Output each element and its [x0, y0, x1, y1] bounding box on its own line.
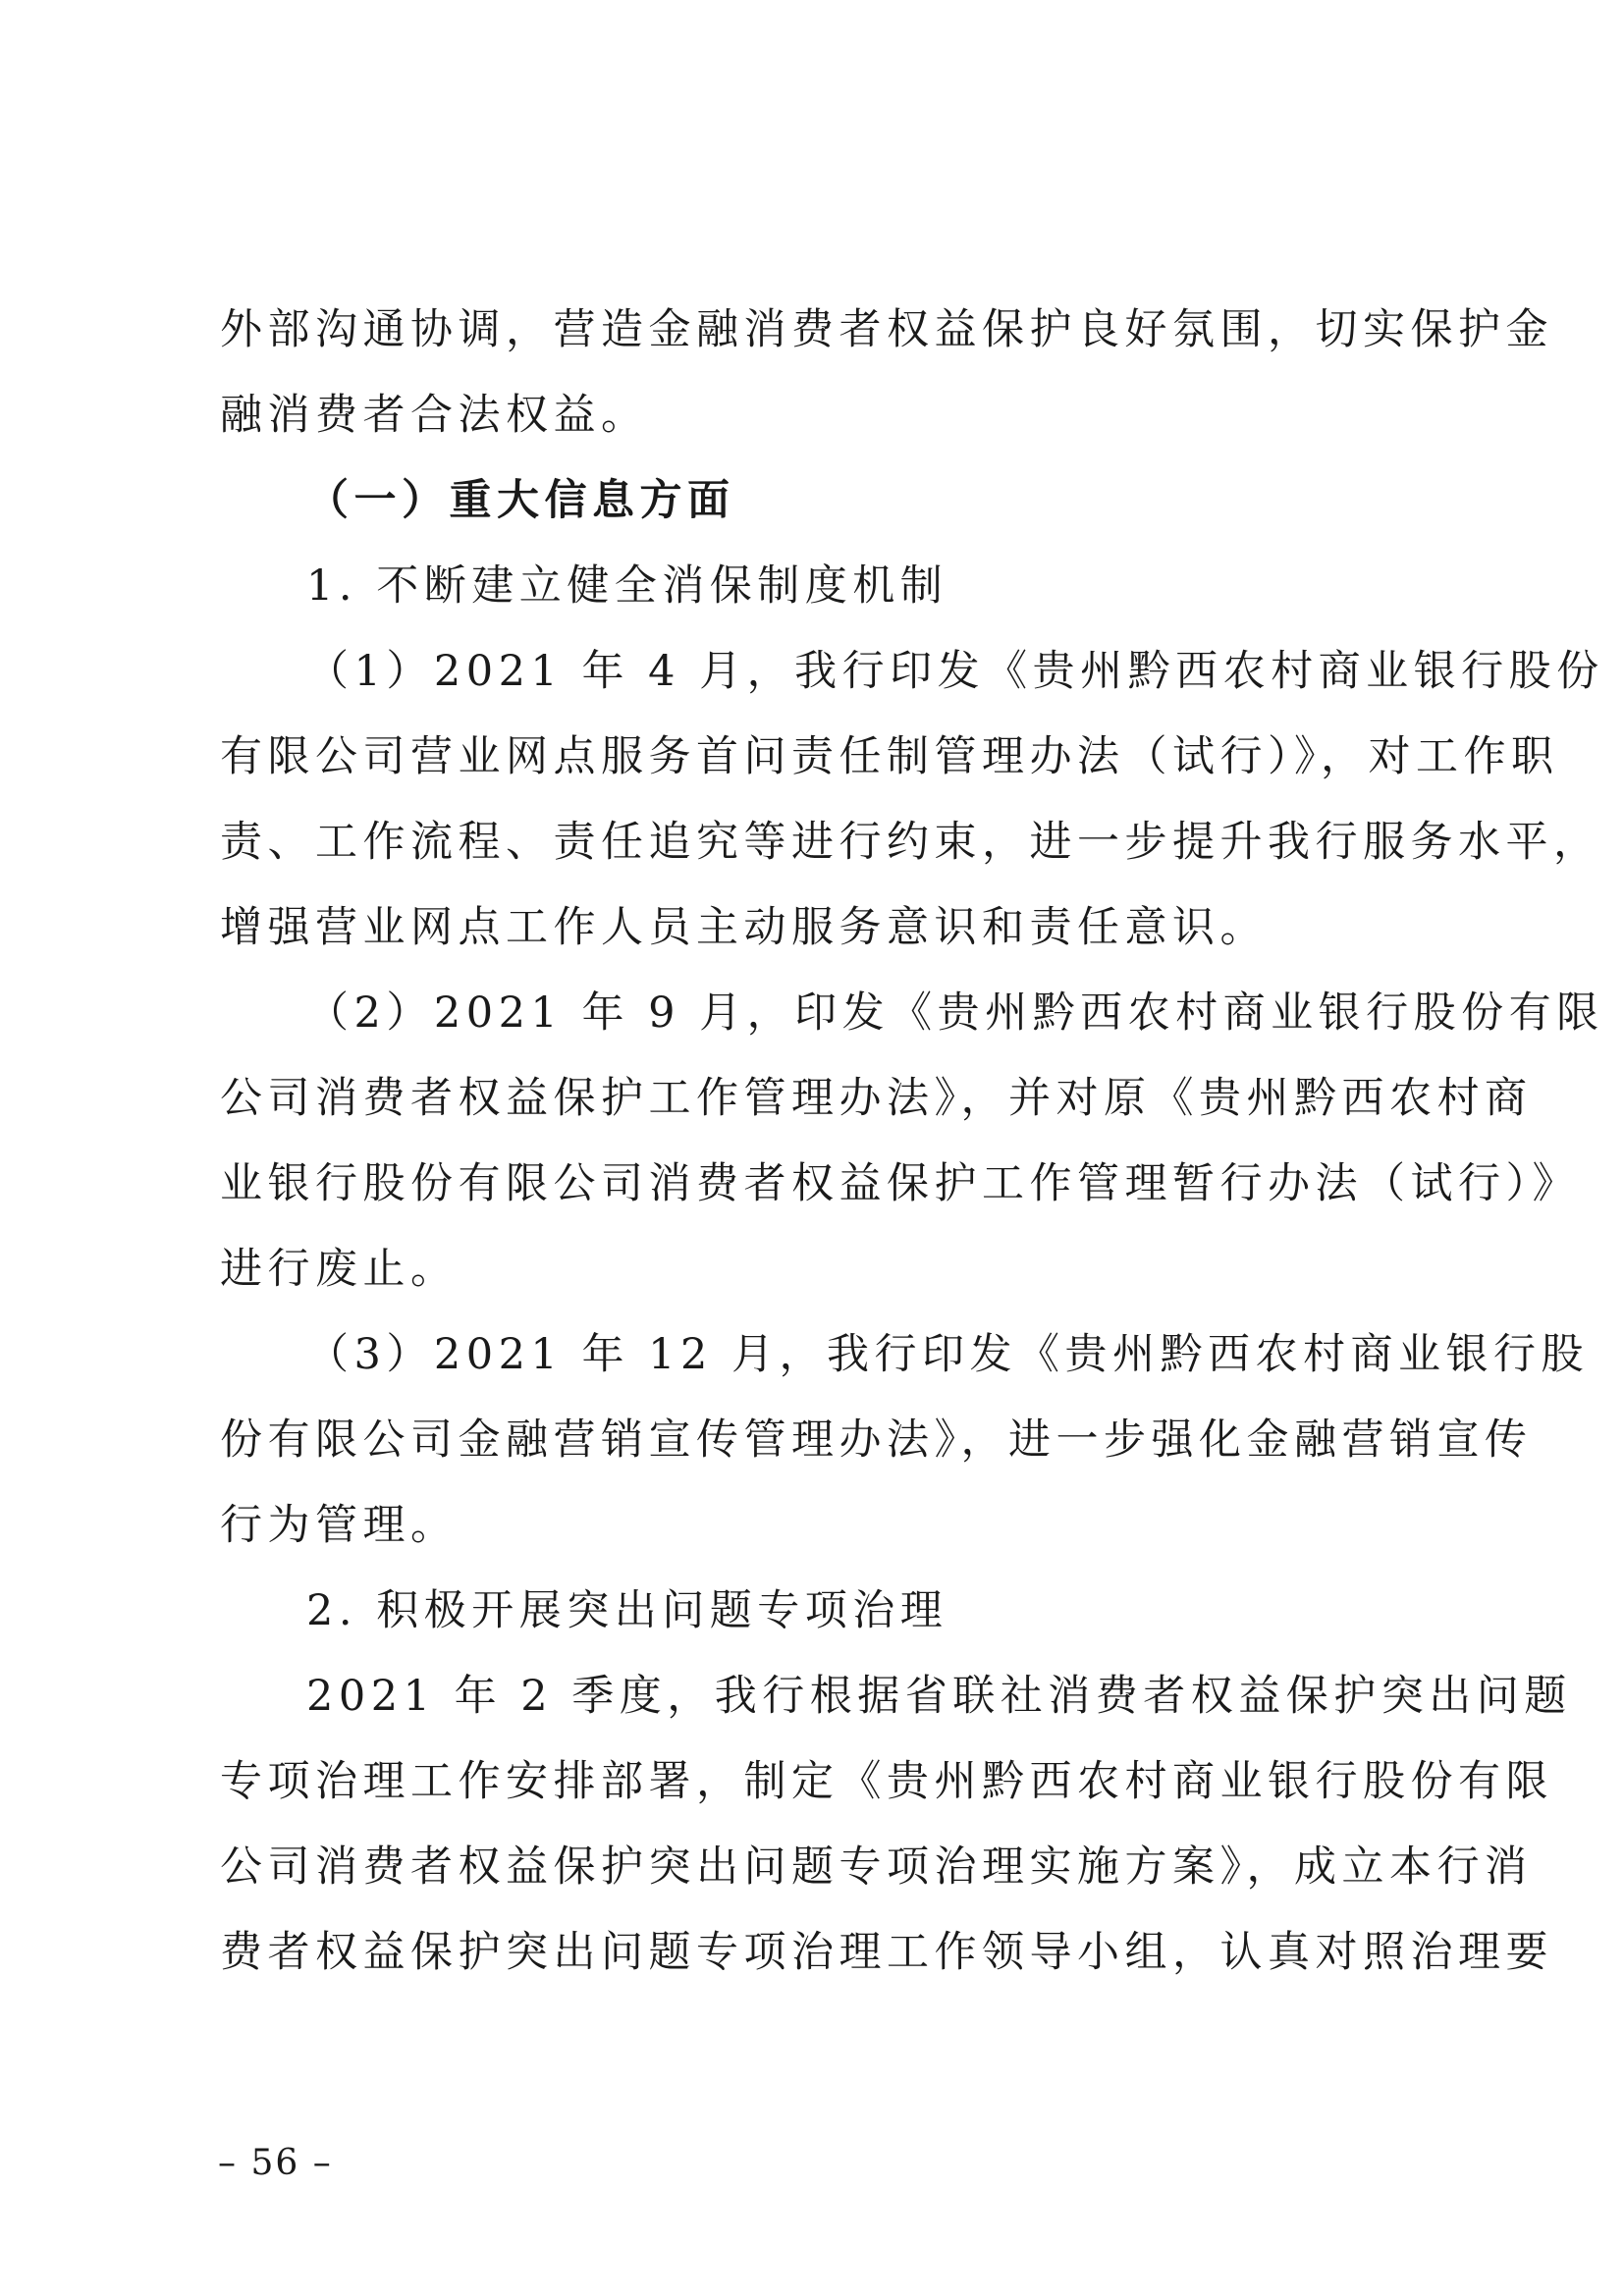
- body-text-line: 增强营业网点工作人员主动服务意识和责任意识。: [220, 903, 1268, 952]
- body-text-line: （3）2021 年 12 月，我行印发《贵州黔西农村商业银行股: [306, 1330, 1590, 1379]
- body-text-line: 外部沟通协调，营造金融消费者权益保护良好氛围，切实保护金: [220, 305, 1553, 354]
- body-text-line: 行为管理。: [220, 1501, 459, 1550]
- body-text-line: 业银行股份有限公司消费者权益保护工作管理暂行办法（试行）》: [220, 1159, 1580, 1208]
- body-text-line: 融消费者合法权益。: [220, 391, 649, 440]
- body-text-line: 公司消费者权益保护突出问题专项治理实施方案》，成立本行消: [220, 1842, 1533, 1892]
- body-text-line: （1）2021 年 4 月，我行印发《贵州黔西农村商业银行股份: [306, 647, 1604, 696]
- section-heading: （一）重大信息方面: [306, 476, 735, 525]
- page-number: – 56 –: [218, 2143, 333, 2183]
- body-text-line: 专项治理工作安排部署，制定《贵州黔西农村商业银行股份有限: [220, 1757, 1553, 1806]
- body-text-line: 进行废止。: [220, 1245, 459, 1294]
- subsection-heading: 1. 不断建立健全消保制度机制: [306, 561, 948, 611]
- body-text-line: 费者权益保护突出问题专项治理工作领导小组，认真对照治理要: [220, 1928, 1553, 1977]
- body-text-line: 2021 年 2 季度，我行根据省联社消费者权益保护突出问题: [306, 1672, 1572, 1721]
- body-text-line: （2）2021 年 9 月，印发《贵州黔西农村商业银行股份有限: [306, 988, 1604, 1038]
- body-text-line: 份有限公司金融营销宣传管理办法》，进一步强化金融营销宣传: [220, 1415, 1533, 1465]
- body-text-line: 有限公司营业网点服务首问责任制管理办法（试行）》，对工作职: [220, 732, 1559, 781]
- subsection-heading: 2. 积极开展突出问题专项治理: [306, 1586, 948, 1635]
- body-text-line: 责、工作流程、责任追究等进行约束，进一步提升我行服务水平，: [220, 818, 1601, 867]
- body-text-line: 公司消费者权益保护工作管理办法》，并对原《贵州黔西农村商: [220, 1074, 1533, 1123]
